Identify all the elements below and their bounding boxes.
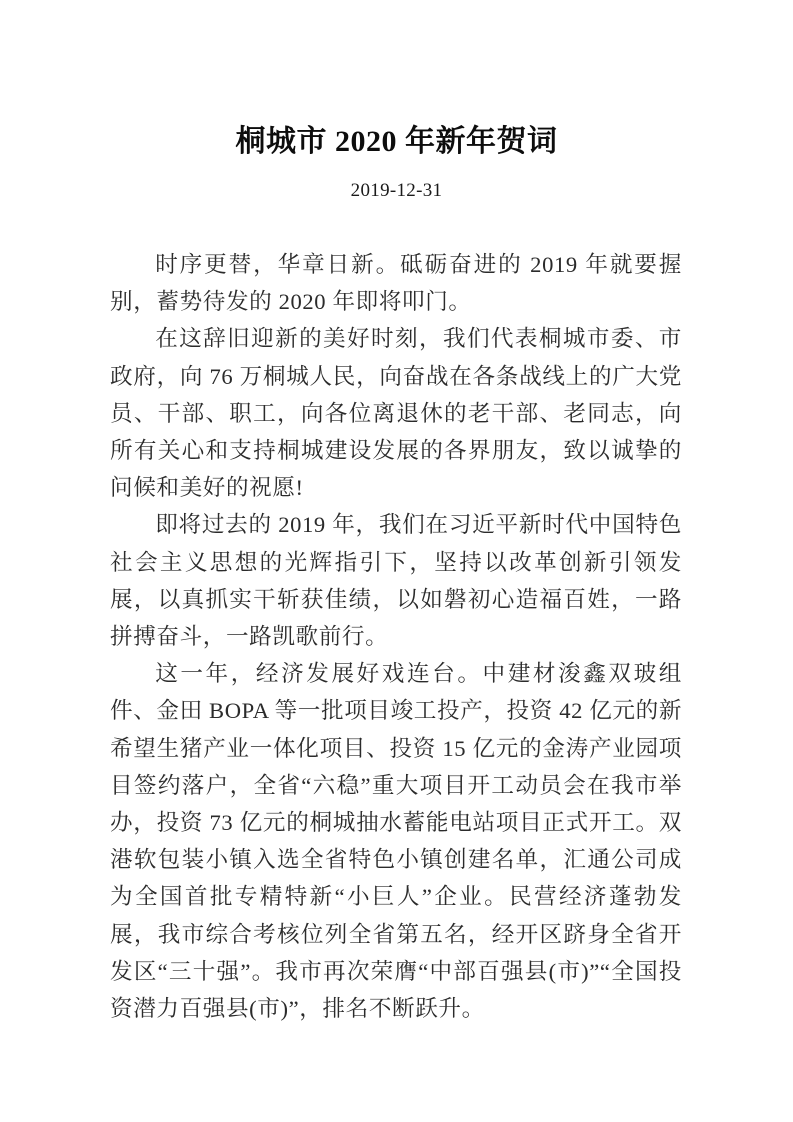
document-date: 2019-12-31 — [350, 180, 443, 201]
body-paragraph: 时序更替，华章日新。砥砺奋进的 2019 年就要握别，蓄势待发的 2020 年即将叩门。 — [110, 252, 682, 315]
body-paragraph: 这一年，经济发展好戏连台。中建材浚鑫双玻组件、金田 BOPA 等一批项目竣工投产，投资 42 亿元的新希望生猪产业一体化项目、投资 15 亿元的金涛产业园项目签约落户，全省“六稳”重大项目开工动员会在我市举办，投资 73 亿元的桐城抽水蓄能电站项目正式开工。双港软包装小镇入选全省特色小镇创建名单，汇通公司成为全国首批专精特新“小巨人”企业。民营经济蓬勃发展，我市综合考核位列全省第五名，经开区跻身全省开发区“三十强”。我市再次荣膺“中部百强县(市)”“全国投资潜力百强县(市)”，排名不断跃升。 — [110, 661, 683, 1022]
page-title: 桐城市 2020 年新年贺词 — [235, 125, 558, 158]
document-header — [0, 0, 793, 204]
body-paragraph: 在这辞旧迎新的美好时刻，我们代表桐城市委、市政府，向 76 万桐城人民，向奋战在各条战线上的广大党员、干部、职工，向各位离退休的老干部、老同志，向所有关心和支持桐城建设发展的各界朋友，致以诚挚的问候和美好的祝愿! — [110, 326, 682, 501]
document-body — [0, 204, 793, 1027]
body-paragraph: 即将过去的 2019 年，我们在习近平新时代中国特色社会主义思想的光辉指引下，坚持以改革创新引领发展，以真抓实干斩获佳绩，以如磐初心造福百姓，一路拼搏奋斗，一路凯歌前行。 — [110, 512, 682, 650]
